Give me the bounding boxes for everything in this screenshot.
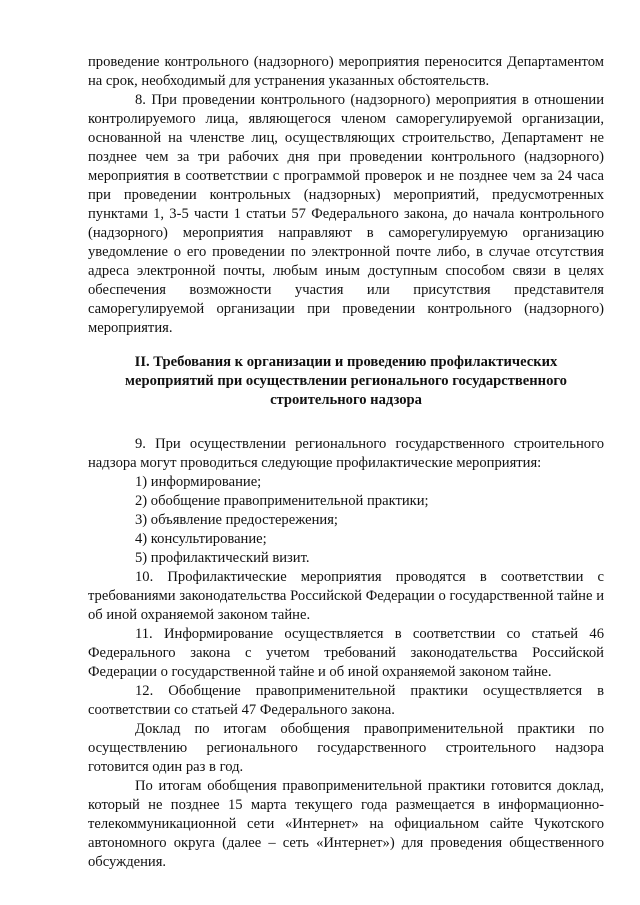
list-item: 2) обобщение правоприменительной практики; <box>135 493 429 509</box>
paragraph-9: 9. При осуществлении регионального государственного строительного надзора могут проводиться следующие профилактические мероприятия: <box>88 436 604 471</box>
spacer <box>88 410 604 435</box>
paragraph-final: По итогам обобщения правоприменительной практики готовится доклад, который не позднее 15 марта текущего года размещается в информационно-телекоммуникационной сети «Интернет» на официальном сайте Чукотского автономного округа (далее – сеть «Интернет») для проведения общественного обсуждения. <box>88 778 604 870</box>
paragraph-8: 8. При проведении контрольного (надзорного) мероприятия в отношении контролируемого лица, являющегося членом саморегулируемой организации, основанной на членстве лиц, осуществляющих строительство, Департамент не позднее чем за три рабочих дня при проведении контрольного (надзорного) мероприятия в соответствии с программой проверок и не позднее чем за 24 часа при проведении контрольных (надзорных) мероприятий, предусмотренных пунктами 1, 3-5 части 1 статьи 57 Федерального закона, до начала контрольного (надзорного) мероприятия направляют в саморегулируемую организацию уведомление о его проведении по электронной почте либо, в случае отсутствия адреса электронной почты, любым иным доступным способом связи в целях обеспечения возможности участия или присутствия представителя саморегулируемой организации при проведении контрольного (надзорного) мероприятия. <box>88 92 604 336</box>
paragraph-10: 10. Профилактические мероприятия проводятся в соответствии с требованиями законодательства Российской Федерации о государственной тайне и об иной охраняемой законом тайне. <box>88 569 604 623</box>
spacer <box>88 338 604 353</box>
document-page <box>88 53 604 872</box>
list-item: 3) объявление предостережения; <box>135 512 338 528</box>
list-item: 5) профилактический визит. <box>135 550 310 566</box>
section-heading: II. Требования к организации и проведению профилактических мероприятий при осуществлении регионального государственного строительного надзора <box>125 354 567 408</box>
intro-paragraph: проведение контрольного (надзорного) мероприятия переносится Департаментом на срок, необходимый для устранения указанных обстоятельств. <box>88 54 604 89</box>
list-item: 4) консультирование; <box>135 531 267 547</box>
paragraph-11: 11. Информирование осуществляется в соответствии со статьей 46 Федерального закона с учетом требований законодательства Российской Федерации о государственной тайне и об иной охраняемой законом тайне. <box>88 626 604 680</box>
paragraph-report: Доклад по итогам обобщения правоприменительной практики по осуществлению регионального государственного строительного надзора готовится один раз в год. <box>88 721 604 775</box>
list-item: 1) информирование; <box>135 474 262 490</box>
paragraph-12: 12. Обобщение правоприменительной практики осуществляется в соответствии со статьей 47 Федерального закона. <box>88 683 604 718</box>
